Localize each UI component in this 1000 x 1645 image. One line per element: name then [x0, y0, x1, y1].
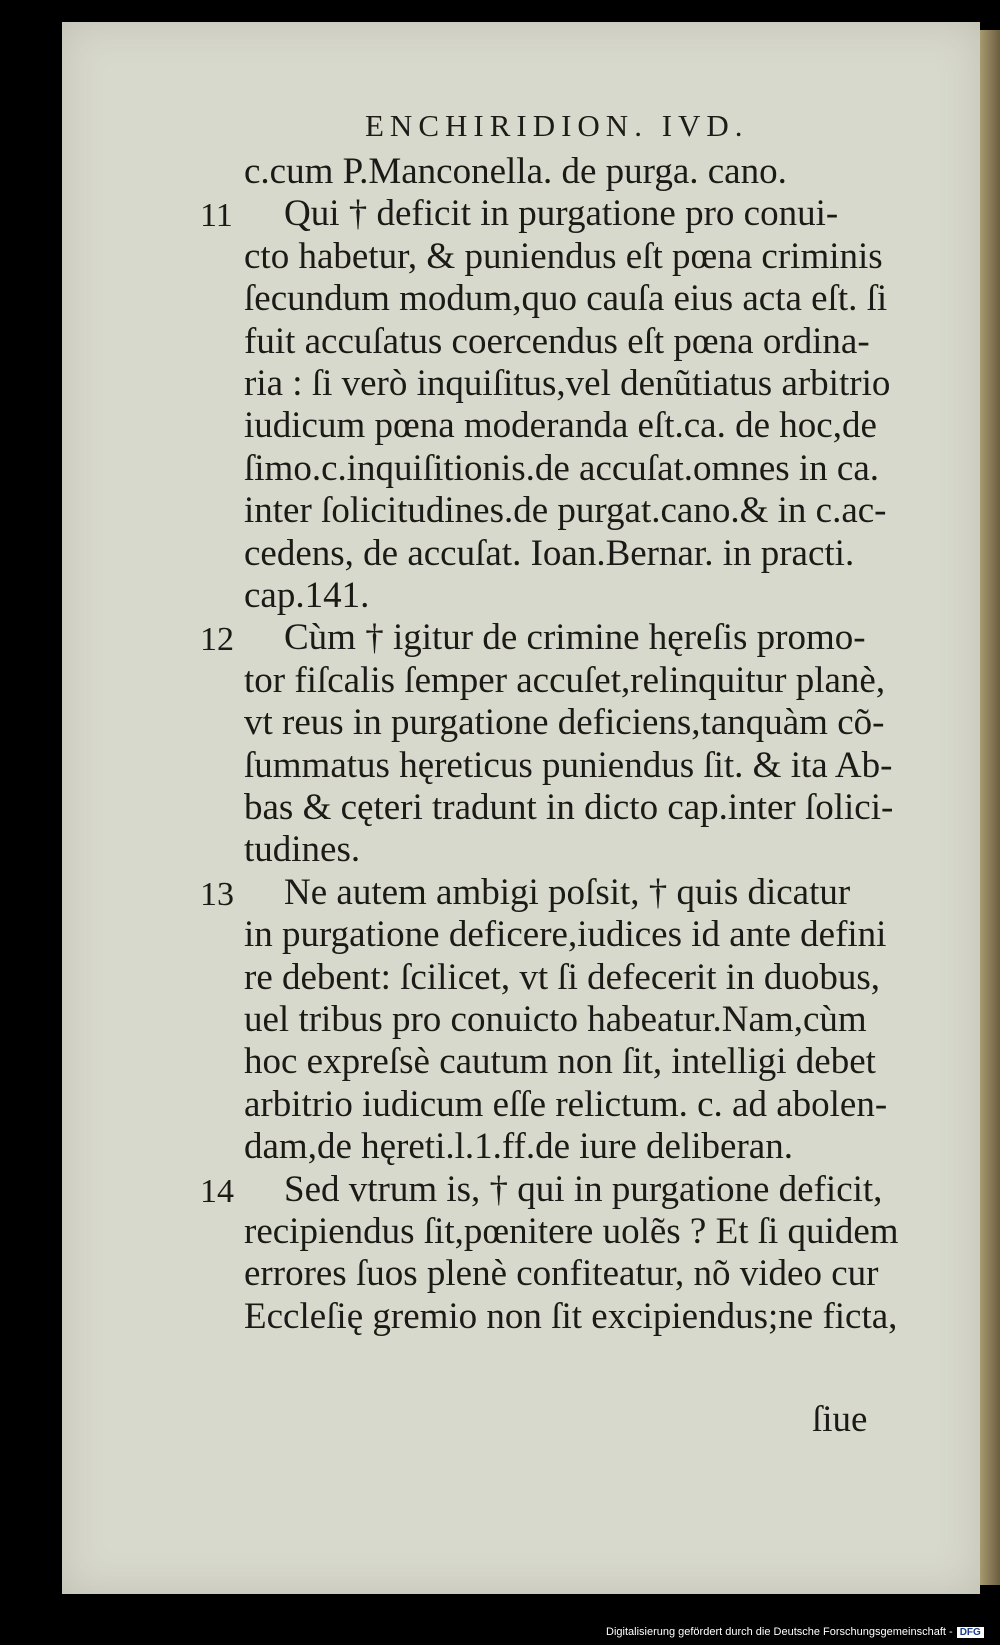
text-line: Cùm † igitur de crimine hęreſis promo- — [284, 617, 866, 659]
text-line: fuit accuſatus coercendus eſt pœna ordina- — [244, 320, 870, 362]
text-line: ſimo.c.inquiſitionis.de accuſat.omnes in ca. — [244, 447, 880, 489]
catchword: ſiue — [812, 1399, 868, 1440]
text-line: in purgatione deficere,iudices id ante defini — [244, 914, 887, 956]
text-line: dam,de hęreti.l.1.ff.de iure deliberan. — [244, 1126, 793, 1168]
running-header: ENCHIRIDION. IVD. — [365, 108, 749, 143]
text-line: iudicum pœna moderanda eſt.ca. de hoc,de — [244, 405, 877, 447]
text-line: re debent: ſcilicet, vt ſi defecerit in duobus, — [244, 956, 880, 998]
text-line: errores ſuos plenè confiteatur, nõ video cur — [244, 1253, 879, 1295]
margin-number: 12 — [200, 621, 234, 659]
footer-text: Digitalisierung gefördert durch die Deutsche Forschungsgemeinschaft - — [606, 1626, 953, 1638]
text-line: arbitrio iudicum eſſe relictum. c. ad abolen- — [244, 1083, 888, 1125]
text-line: tor fiſcalis ſemper accuſet,relinquitur planè, — [244, 659, 886, 701]
footer-credit — [606, 1626, 984, 1638]
text-line: vt reus in purgatione deficiens,tanquàm cõ- — [244, 702, 885, 744]
text-line: tudines. — [244, 829, 361, 871]
text-line: ſummatus hęreticus puniendus ſit. & ita Ab- — [244, 744, 893, 786]
text-line: cedens, de accuſat. Ioan.Bernar. in practi. — [244, 532, 855, 574]
text-line: Eccleſię gremio non ſit excipiendus;ne ficta, — [244, 1295, 898, 1337]
margin-number: 11 — [200, 197, 233, 235]
dfg-logo-icon: DFG — [957, 1627, 984, 1638]
text-line: bas & cęteri tradunt in dicto cap.inter ſolici- — [244, 787, 894, 828]
text-line: hoc expreſsè cautum non ſit, intelligi debet — [244, 1041, 876, 1083]
book-edge — [980, 30, 1000, 1585]
text-line: Qui † deficit in purgatione pro conui- — [284, 193, 839, 235]
text-line: cto habetur, & puniendus eſt pœna criminis — [244, 235, 883, 277]
margin-number: 14 — [200, 1172, 234, 1210]
text-line: ſecundum modum,quo cauſa eius acta eſt. ſi — [244, 278, 888, 320]
text-line: c.cum P.Manconella. de purga. cano. — [244, 151, 787, 192]
text-line: ria : ſi verò inquiſitus,vel denũtiatus arbitrio — [244, 363, 891, 404]
text-line: recipiendus ſit,pœnitere uolẽs ? Et ſi quidem — [244, 1211, 899, 1252]
text-line: inter ſolicitudines.de purgat.cano.& in c.ac- — [244, 490, 887, 532]
margin-number: 13 — [200, 875, 234, 913]
text-line: Sed vtrum is, † qui in purgatione deficit, — [284, 1168, 883, 1210]
text-line: Ne autem ambigi poſsit, † quis dicatur — [284, 871, 851, 913]
text-line: uel tribus pro conuicto habeatur.Nam,cùm — [244, 999, 867, 1040]
text-line: cap.141. — [244, 575, 370, 616]
